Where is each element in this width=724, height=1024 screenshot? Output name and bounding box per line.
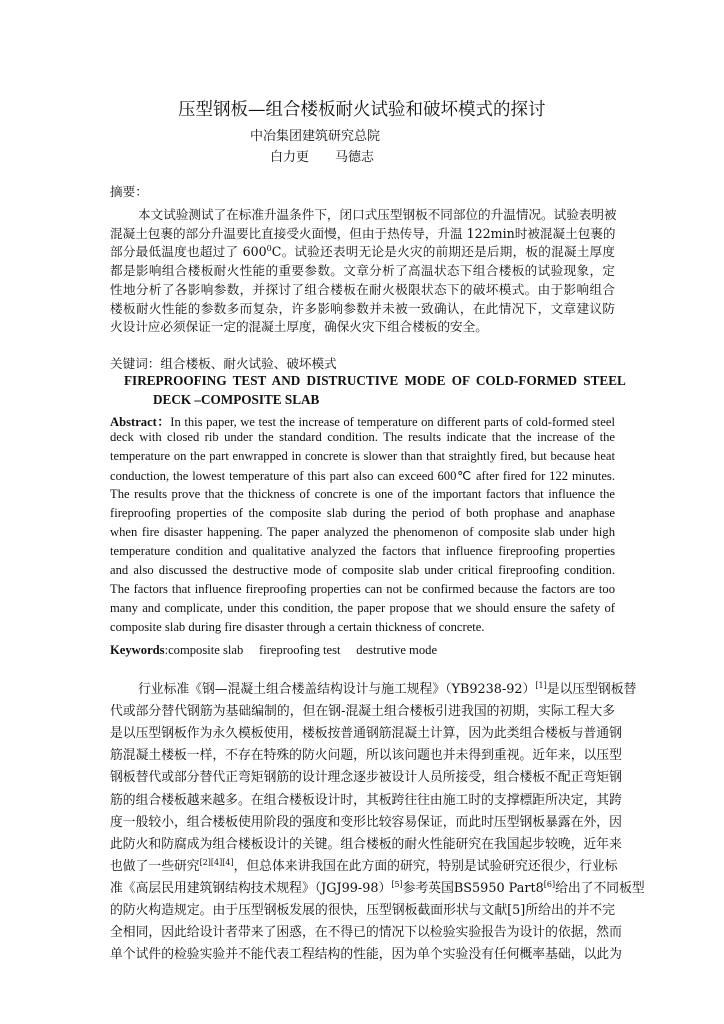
text-segment: 是以压型钢板替 <box>546 682 637 697</box>
abstract-en-line <box>110 411 615 430</box>
abstract-en-line <box>110 468 615 484</box>
text-segment: 单个试件的检验实验并不能代表工程结构的性能，因为单个实验没有任何概率基础，以此为 <box>110 947 622 963</box>
abstract-en-line <box>110 487 615 502</box>
text-segment: ，但总体来讲我国在此方面的研究，特别是试验研究还很少，行业标 <box>233 858 618 874</box>
body-line <box>110 700 615 719</box>
body-line <box>110 789 622 808</box>
text-segment: 代或部分替代钢筋为基础编制的，但在钢-混凝土组合楼板引进我国的初期，实际工程大多 <box>110 704 615 720</box>
text-segment: 部分最低温度也超过了 600 <box>110 244 267 260</box>
body-line <box>138 678 637 697</box>
abstract-cn-line <box>110 241 615 260</box>
text-segment: 筋混凝土楼板一样，不存在特殊的防火问题，所以该问题也并未得到重视。近年来，以压型 <box>110 748 622 764</box>
body-line <box>110 722 622 742</box>
body-line <box>110 921 622 941</box>
text-segment: C。试验还表明无论是火灾的前期还是后期，板的混凝土厚度 <box>271 244 615 260</box>
abstract-en-line <box>110 449 615 464</box>
text-segment: 火设计应必须保证一定的混凝土厚度，确保火灾下组合楼板的安全。 <box>110 319 488 335</box>
citation-superscript: 0 <box>266 244 272 254</box>
text-segment: temperature condition and qualitative analyzed the factors that influence fireproofing properties <box>110 544 615 558</box>
text-segment: and also discussed the destructive mode of composite slab under critical fireproofing condition. <box>110 563 615 577</box>
abstract-en-line <box>110 601 615 616</box>
abstract-en-line <box>110 620 615 635</box>
abstract-cn-line <box>138 204 615 223</box>
english-title-line-1: FIREPROOFING TEST AND DISTRUCTIVE MODE OF COLD-FORMED STEEL <box>124 373 626 388</box>
abstract-en-line <box>110 525 615 540</box>
body-line <box>110 877 645 896</box>
body-line <box>110 899 615 918</box>
abstract-en-line <box>110 506 615 521</box>
citation-superscript: [1] <box>535 681 547 690</box>
abstract-cn-line <box>110 316 615 335</box>
text-segment: when fire disaster happening. The paper analyzed the phenomenon of composite slab under high <box>110 525 615 539</box>
abstract-cn-line <box>110 298 615 317</box>
text-segment: deck with closed rib under the standard condition. The results indicate that the increase of the <box>110 430 615 444</box>
text-segment: composite slab during fire disaster through a certain thickness of concrete. <box>110 620 485 634</box>
text-segment: 本文试验测试了在标准升温条件下，闭口式压型钢板不同部位的升温情况。试验表明被 <box>138 207 617 222</box>
text-segment: :composite slab fireproofing test destrutive mode <box>164 643 438 657</box>
text-segment: 性地分析了各影响参数，并探讨了组合楼板在耐火极限状态下的破坏模式。由于影响组合 <box>110 281 615 297</box>
citation-superscript: [6] <box>543 879 556 889</box>
abstract-en-line <box>110 430 615 445</box>
abstract-cn-line <box>110 260 615 279</box>
text-segment: 钢板替代或部分替代正弯矩钢筋的设计理念逐步被设计人员所接受，组合楼板不配正弯矩钢 <box>110 770 622 786</box>
text-segment: 全相同，因此给设计者带来了困惑，在不得已的情况下以检验实验报告为设计的依据，然而 <box>110 925 622 941</box>
abstract-en-line <box>110 639 615 658</box>
keywords-cn: 关键词：组合楼板、耐火试验、破坏模式 <box>110 356 337 371</box>
body-line <box>110 833 622 852</box>
body-line <box>110 855 618 874</box>
text-segment: 准《高层民用建筑钢结构技术规程》（JGJ99-98） <box>110 880 392 896</box>
english-title-line-2: DECK –COMPOSITE SLAB <box>153 392 320 407</box>
abstract-cn-label: 摘要： <box>110 184 148 199</box>
abstract-cn-line <box>110 279 615 298</box>
text-segment: 也做了一些研究 <box>110 858 200 874</box>
abstract-cn-line <box>110 223 615 242</box>
paper-title: 压型钢板—组合楼板耐火试验和破坏模式的探讨 <box>178 100 546 120</box>
citation-superscript: [5] <box>391 879 403 889</box>
text-segment: The results prove that the thickness of concrete is one of the important factors that influence the <box>110 487 615 501</box>
text-segment: In this paper, we test the increase of temperature on different parts of cold-formed steel <box>170 415 615 429</box>
citation-superscript: [2][4][4] <box>199 857 234 867</box>
text-segment: 混凝土包裹的部分升温要比直接受火面慢，但由于热传导，升温 122min时被混凝土包裹的 <box>110 225 616 241</box>
label-bold: Abstract： <box>110 415 171 429</box>
text-segment: 楼板耐火性能的参数多而复杂，许多影响参数并未被一致确认，在此情况下，文章建议防 <box>110 300 615 316</box>
body-line <box>110 943 622 963</box>
abstract-en-line <box>110 563 615 578</box>
abstract-en-line <box>110 544 615 559</box>
text-segment: 是以压型钢板作为永久模板使用，楼板按普通钢筋混凝土计算，因为此类组合楼板与普通钢 <box>110 726 622 742</box>
text-segment: 的防火构造规定。由于压型钢板发展的很快，压型钢板截面形状与文献[5]所给出的并不完 <box>110 903 615 918</box>
label-bold: Keywords <box>110 643 165 657</box>
body-line <box>110 744 622 764</box>
text-segment: temperature on the part enwrapped in concrete is slower than that straightly fired, but because heat <box>110 449 615 463</box>
text-segment: 度一般较小，组合楼板使用阶段的强度和变形比较容易保证，而此时压型钢板暴露在外，因 <box>110 814 622 830</box>
text-segment: 筋的组合楼板越来越多。在组合楼板设计时，其板跨往往由施工时的支撑標距所决定，其跨 <box>110 792 622 808</box>
text-segment: fireproofing properties of the composite slab during the period of both prophase and anaphase <box>110 506 615 520</box>
affiliation: 中冶集团建筑研究总院 <box>250 129 381 144</box>
abstract-en-line <box>110 582 615 597</box>
text-segment: 都是影响组合楼板耐火性能的重要参数。文章分析了高温状态下组合楼板的试验现象，定 <box>110 263 615 279</box>
text-segment: conduction, the lowest temperature of this part also can exceed 600℃ after fired for 122 minutes. <box>110 469 615 483</box>
body-line <box>110 811 622 830</box>
text-segment: many and complicate, under this condition, the paper propose that we should ensure the safety of <box>110 601 615 615</box>
text-segment: 给出了不同板型 <box>555 880 645 896</box>
text-segment: The factors that influence fireproofing properties can not be confirmed because the factors are too <box>110 582 615 596</box>
body-line <box>110 766 622 786</box>
text-segment: 参考英国BS5950 Part8 <box>402 880 544 896</box>
text-segment: 此防火和防腐成为组合楼板设计的关键。组合楼板的耐火性能研究在我国起步较晚，近年来 <box>110 836 622 852</box>
text-segment: 行业标准《钢—混凝土组合楼盖结构设计与施工规程》（YB9238-92） <box>138 682 536 697</box>
authors: 白力更 马德志 <box>270 150 375 165</box>
